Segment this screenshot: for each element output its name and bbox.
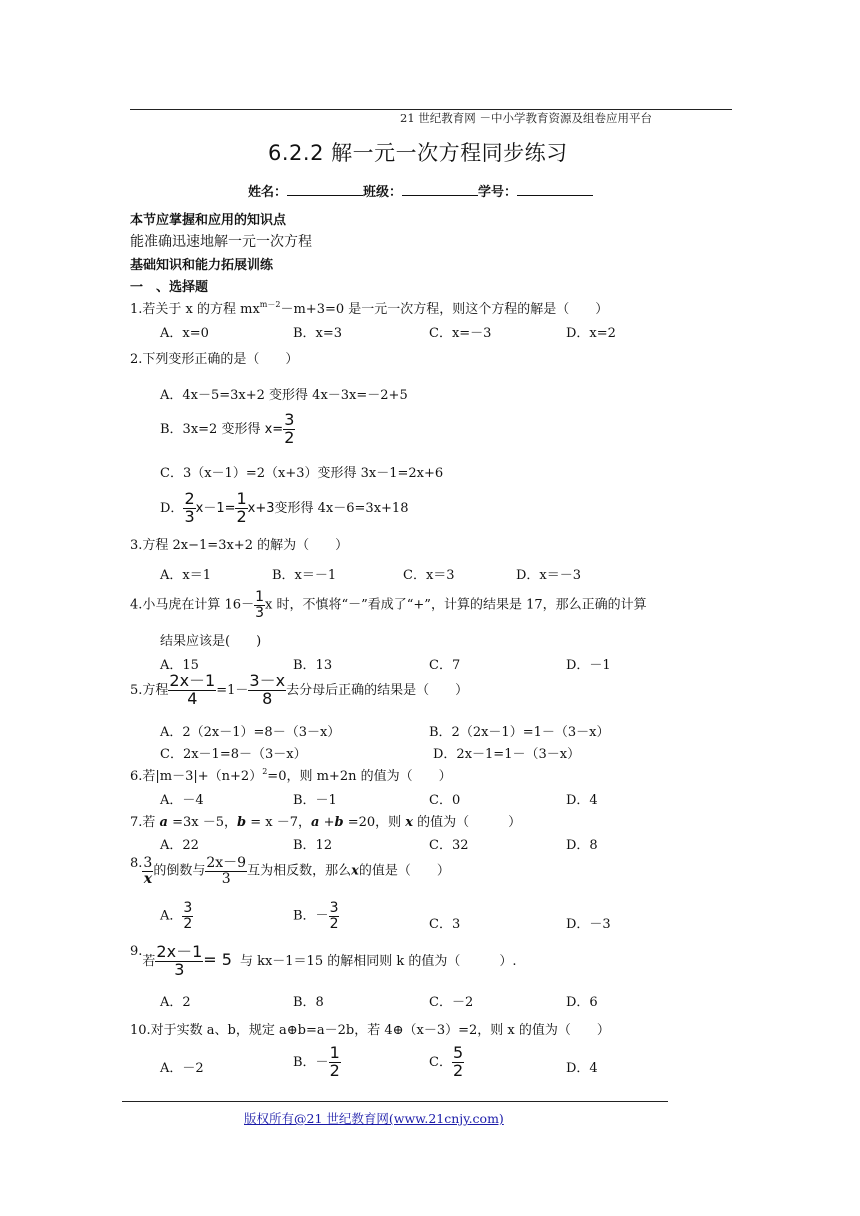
q7-var-x: x bbox=[405, 815, 414, 830]
q1-option-a[interactable]: A．x=0 bbox=[160, 326, 209, 341]
q10-option-b[interactable] bbox=[293, 1045, 341, 1080]
q6-option-a[interactable]: A．－4 bbox=[160, 793, 204, 808]
name-label: 姓名： bbox=[248, 185, 288, 200]
q7-t2: =3x －5， bbox=[167, 815, 238, 830]
q6-option-b[interactable]: B．－1 bbox=[293, 793, 337, 808]
q9-option-c[interactable]: C．－2 bbox=[429, 995, 474, 1010]
q8-option-d[interactable]: D．－3 bbox=[566, 917, 611, 932]
q7-t3: = x －7， bbox=[246, 815, 312, 830]
q8-frac1: $\frac{3}{x}$ bbox=[143, 855, 153, 887]
q3-option-a[interactable]: A．x＝1 bbox=[160, 568, 211, 583]
q2-d-frac1: $\frac{2}{3}$ bbox=[184, 489, 195, 526]
q9-pre: 若 bbox=[142, 953, 156, 969]
q3-stem: 3.方程 2x−1=3x+2 的解为（ ） bbox=[130, 538, 349, 553]
q8-option-b[interactable] bbox=[293, 901, 339, 931]
q5-mid: =1－ bbox=[216, 682, 249, 698]
q6-option-c[interactable]: C．0 bbox=[429, 793, 461, 808]
q1-post: －m+3=0 是一元一次方程，则这个方程的解是（ ） bbox=[280, 302, 609, 317]
q2-b-text: B．3x=2 变形得 bbox=[160, 421, 261, 437]
q2-b-x: x= bbox=[264, 421, 284, 437]
q6-post: =0，则 m+2n 的值为（ ） bbox=[267, 769, 452, 784]
page-title: 6.2.2 解一元一次方程同步练习 bbox=[268, 141, 568, 165]
q2-b-fraction: $\frac{3}{2}$ bbox=[284, 410, 295, 447]
q3-option-b[interactable]: B．x＝－1 bbox=[272, 568, 337, 583]
footer-rule bbox=[122, 1101, 668, 1102]
q7-var-a2: a bbox=[311, 815, 320, 830]
q8-b-label: B．－ bbox=[293, 908, 329, 924]
q4-option-c[interactable]: C．7 bbox=[429, 658, 461, 673]
q4-option-d[interactable]: D．－1 bbox=[566, 658, 611, 673]
q1-option-b[interactable]: B．x=3 bbox=[293, 326, 343, 341]
q5-stem bbox=[130, 673, 468, 708]
q4-pre: 4.小马虎在计算 16－ bbox=[130, 597, 255, 613]
q8-frac2: $\frac{2x-9}{3}$ bbox=[206, 855, 247, 887]
q7-option-c[interactable]: C．32 bbox=[429, 838, 469, 853]
q2-d-frac2: $\frac{1}{2}$ bbox=[236, 489, 247, 526]
q2-option-c[interactable]: C．3（x－1）=2（x+3）变形得 3x－1=2x+6 bbox=[160, 466, 444, 481]
name-blank[interactable] bbox=[287, 183, 363, 196]
q9-frac: $\frac{2x-1}{3}$ bbox=[156, 942, 203, 979]
q7-var-a: a bbox=[159, 815, 168, 830]
q8-post2: 的值是（ ） bbox=[358, 863, 450, 879]
q5-option-c[interactable]: C．2x－1=8－（3－x） bbox=[160, 747, 307, 762]
q8-a-label: A． bbox=[160, 908, 183, 924]
q7-option-a[interactable]: A．22 bbox=[160, 838, 199, 853]
q8-post1: 互为相反数，那么 bbox=[247, 863, 352, 879]
q10-option-c[interactable] bbox=[429, 1045, 464, 1080]
q4-stem-line2: 结果应该是( ) bbox=[160, 634, 262, 649]
q5-frac2: $\frac{3-x}{8}$ bbox=[249, 671, 286, 708]
q2-option-a[interactable]: A．4x－5=3x+2 变形得 4x－3x=－2+5 bbox=[160, 388, 408, 403]
q4-stem bbox=[130, 590, 647, 620]
q9-stem bbox=[130, 944, 517, 979]
q6-stem bbox=[130, 765, 452, 784]
q10-b-frac: $\frac{1}{2}$ bbox=[329, 1043, 340, 1080]
q5-option-b[interactable]: B．2（2x－1）=1－（3－x） bbox=[429, 725, 610, 740]
q4-post: x 时，不慎将“－”看成了“+”，计算的结果是 17，那么正确的计算 bbox=[265, 597, 647, 613]
q1-option-c[interactable]: C．x=－3 bbox=[429, 326, 492, 341]
knowledge-text: 能准确迅速地解一元一次方程 bbox=[130, 234, 312, 250]
header-site-text: 21 世纪教育网 －中小学教育资源及组卷应用平台 bbox=[400, 111, 652, 125]
q10-b-label: B．－ bbox=[293, 1054, 329, 1070]
q10-option-a[interactable]: A．－2 bbox=[160, 1061, 204, 1076]
q1-option-d[interactable]: D．x=2 bbox=[566, 326, 616, 341]
q10-option-d[interactable]: D．4 bbox=[566, 1061, 598, 1076]
choice-heading: 一 、选择题 bbox=[130, 280, 209, 295]
q7-t6: 的值为（ ） bbox=[413, 815, 522, 830]
q7-t4: + bbox=[319, 815, 335, 830]
student-info-row bbox=[248, 181, 593, 200]
q2-d-mid: x－1= bbox=[195, 500, 236, 516]
q9-option-b[interactable]: B．8 bbox=[293, 995, 324, 1010]
q10-c-frac: $\frac{5}{2}$ bbox=[452, 1043, 464, 1080]
q4-option-b[interactable]: B．13 bbox=[293, 658, 333, 673]
number-blank[interactable] bbox=[517, 183, 593, 196]
q6-option-d[interactable]: D．4 bbox=[566, 793, 598, 808]
q5-option-a[interactable]: A．2（2x－1）=8－（3－x） bbox=[160, 725, 341, 740]
q7-option-b[interactable]: B．12 bbox=[293, 838, 333, 853]
q8-number: 8. bbox=[130, 856, 143, 871]
q5-post: 去分母后正确的结果是（ ） bbox=[286, 682, 469, 698]
q4-fraction: $\frac{1}{3}$ bbox=[255, 589, 264, 621]
q8-stem bbox=[130, 856, 450, 886]
q9-eq: = 5 bbox=[203, 949, 232, 969]
q7-var-b: b bbox=[237, 815, 247, 830]
q5-pre: 5.方程 bbox=[130, 682, 169, 698]
q6-sup: 2 bbox=[262, 767, 268, 776]
q8-var-x: x bbox=[351, 863, 359, 879]
q7-stem bbox=[130, 811, 521, 830]
knowledge-heading: 本节应掌握和应用的知识点 bbox=[130, 213, 287, 228]
q5-frac1: $\frac{2x-1}{4}$ bbox=[169, 671, 216, 708]
q2-d-end: x+3 bbox=[247, 500, 275, 516]
q2-option-d[interactable] bbox=[160, 491, 408, 526]
q6-pre: 6.若|m－3|+（n+2） bbox=[130, 769, 263, 784]
q8-option-a[interactable] bbox=[160, 901, 193, 931]
number-label: 学号： bbox=[478, 185, 518, 200]
q7-var-b2: b bbox=[334, 815, 344, 830]
q7-t1: 7.若 bbox=[130, 815, 160, 830]
q3-option-c[interactable]: C．x＝3 bbox=[403, 568, 455, 583]
class-label: 班级： bbox=[363, 185, 403, 200]
q9-post: 与 kx－1＝15 的解相同则 k 的值为（ ）. bbox=[239, 953, 517, 969]
q2-option-b[interactable] bbox=[160, 412, 295, 447]
q5-option-d[interactable]: D．2x－1=1－（3－x） bbox=[433, 747, 581, 762]
footer-copyright-link[interactable]: 版权所有@21 世纪教育网(www.21cnjy.com) bbox=[244, 1111, 504, 1126]
q2-d-label: D． bbox=[160, 500, 184, 516]
q3-option-d[interactable]: D．x＝－3 bbox=[516, 568, 582, 583]
q9-option-d[interactable]: D．6 bbox=[566, 995, 598, 1010]
q8-b-frac: $\frac{3}{2}$ bbox=[329, 900, 339, 932]
q10-c-label: C． bbox=[429, 1054, 452, 1070]
q8-mid: 的倒数与 bbox=[153, 863, 206, 879]
training-heading: 基础知识和能力拓展训练 bbox=[130, 258, 274, 273]
q9-number: 9. bbox=[130, 944, 143, 959]
q1-pre: 1.若关于 x 的方程 mx bbox=[130, 302, 260, 317]
q10-stem: 10.对于实数 a、b，规定 a⊕b=a－2b，若 4⊕（x－3）=2，则 x 的值为（ ） bbox=[130, 1023, 610, 1038]
q2-d-post: 变形得 4x－6=3x+18 bbox=[274, 500, 409, 516]
q9-option-a[interactable]: A．2 bbox=[160, 995, 191, 1010]
class-blank[interactable] bbox=[402, 183, 478, 196]
q8-a-frac: $\frac{3}{2}$ bbox=[183, 900, 193, 932]
q4-option-a[interactable]: A．15 bbox=[160, 658, 199, 673]
q7-option-d[interactable]: D．8 bbox=[566, 838, 598, 853]
q2-stem: 2.下列变形正确的是（ ） bbox=[130, 352, 299, 367]
q7-t5: =20，则 bbox=[343, 815, 406, 830]
q8-option-c[interactable]: C．3 bbox=[429, 917, 461, 932]
q1-sup: m－2 bbox=[259, 300, 281, 309]
q1-stem bbox=[130, 298, 608, 317]
